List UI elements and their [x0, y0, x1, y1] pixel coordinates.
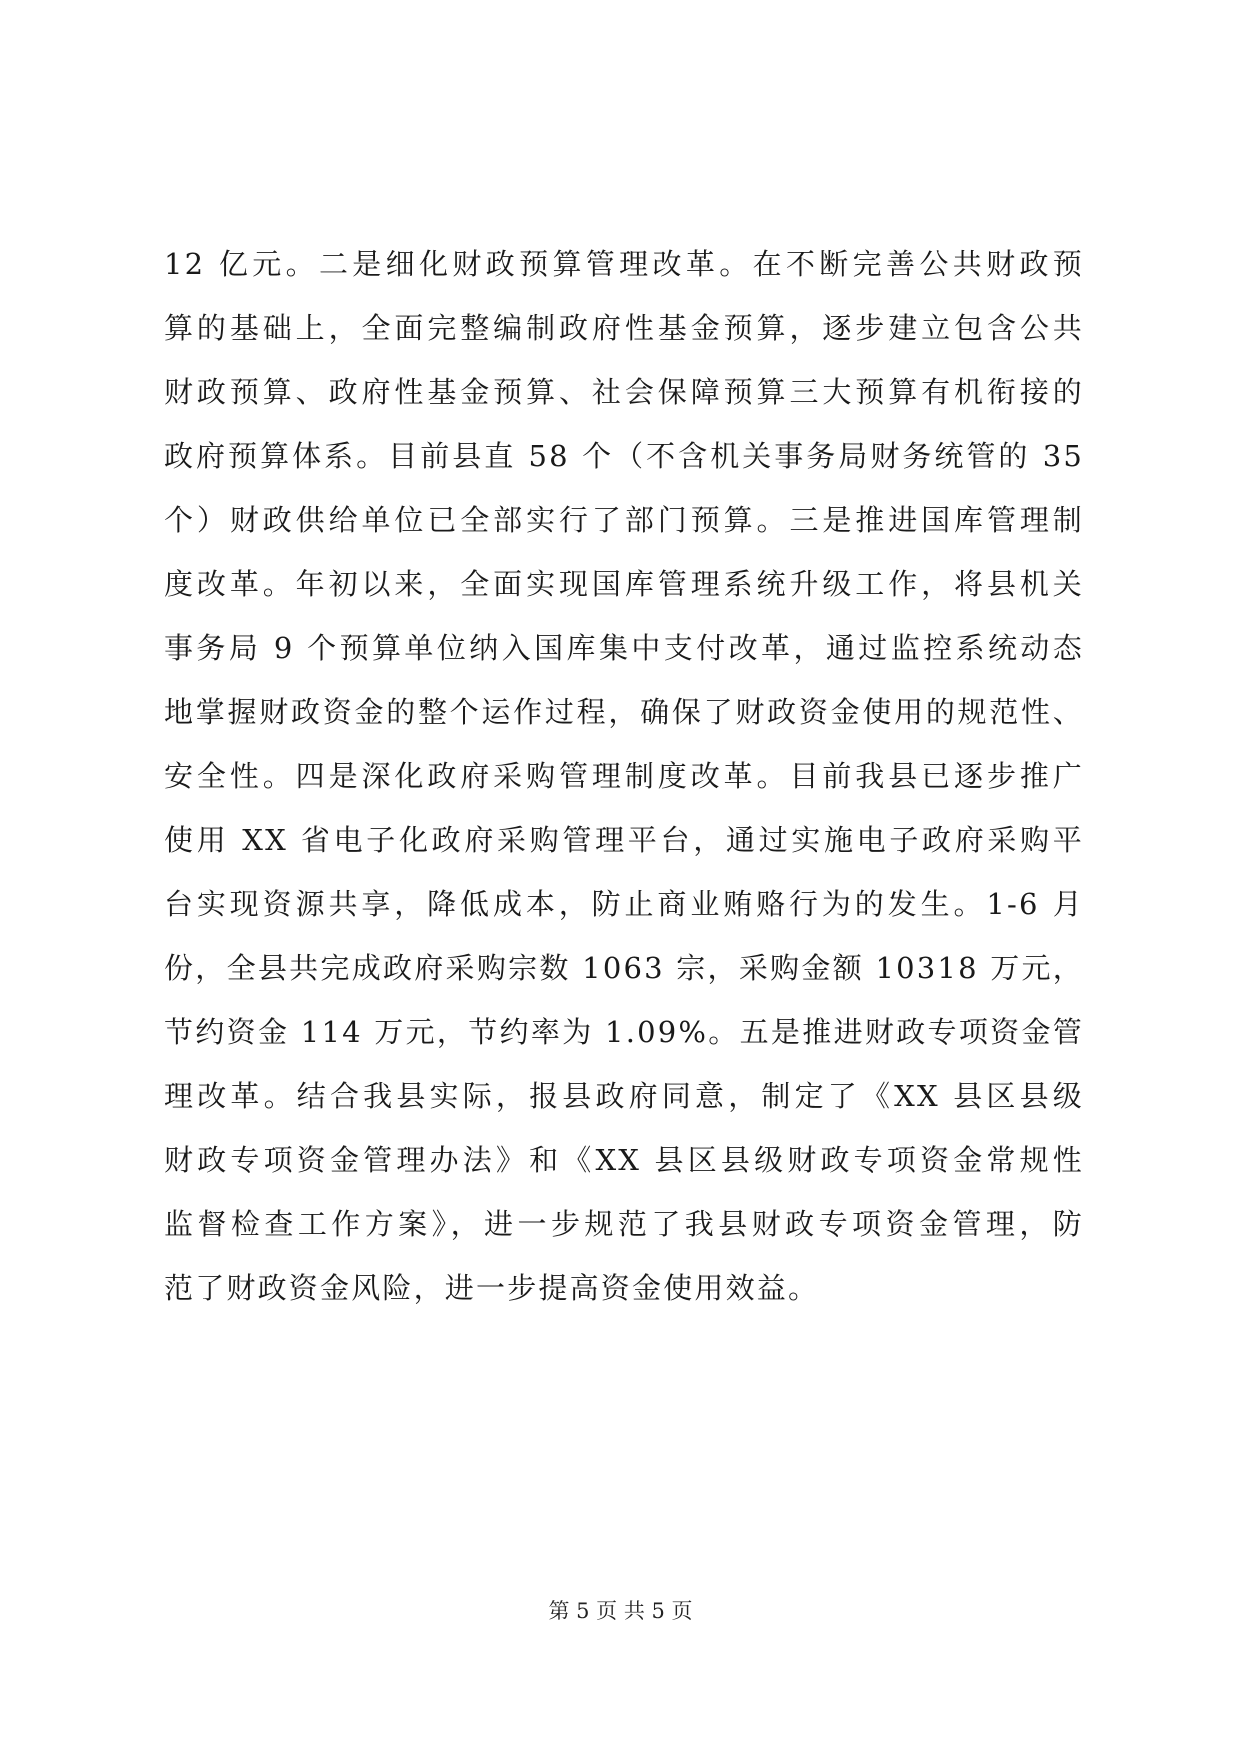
- text-line: 事务局 9 个预算单位纳入国库集中支付改革，通过监控系统动态: [164, 631, 1084, 665]
- text-line: 监督检查工作方案》，进一步规范了我县财政专项资金管理，防: [164, 1207, 1084, 1241]
- text-line: 政府预算体系。目前县直 58 个（不含机关事务局财务统管的 35: [164, 439, 1084, 473]
- text-line: 度改革。年初以来，全面实现国库管理系统升级工作，将县机关: [164, 567, 1084, 601]
- text-line: 地掌握财政资金的整个运作过程，确保了财政资金使用的规范性、: [164, 695, 1084, 729]
- text-line: 节约资金 114 万元，节约率为 1.09%。五是推进财政专项资金管: [164, 1015, 1084, 1049]
- body-paragraph: [164, 232, 1084, 1320]
- text-line: 份，全县共完成政府采购宗数 1063 宗，采购金额 10318 万元，: [164, 951, 1084, 985]
- text-line: 财政预算、政府性基金预算、社会保障预算三大预算有机衔接的: [164, 375, 1084, 409]
- text-line: 12 亿元。二是细化财政预算管理改革。在不断完善公共财政预: [164, 247, 1084, 281]
- text-line: 台实现资源共享，降低成本，防止商业贿赂行为的发生。1-6 月: [164, 887, 1084, 921]
- text-line: 个）财政供给单位已全部实行了部门预算。三是推进国库管理制: [164, 503, 1084, 537]
- text-line: 算的基础上，全面完整编制政府性基金预算，逐步建立包含公共: [164, 311, 1084, 345]
- text-line: 范了财政资金风险，进一步提高资金使用效益。: [164, 1271, 820, 1305]
- text-line: 财政专项资金管理办法》和《XX 县区县级财政专项资金常规性: [164, 1143, 1084, 1177]
- text-line: 安全性。四是深化政府采购管理制度改革。目前我县已逐步推广: [164, 759, 1084, 793]
- page-number-footer: 第 5 页 共 5 页: [548, 1599, 693, 1623]
- text-line: 使用 XX 省电子化政府采购管理平台，通过实施电子政府采购平: [164, 823, 1084, 857]
- text-line: 理改革。结合我县实际，报县政府同意，制定了《XX 县区县级: [164, 1079, 1084, 1113]
